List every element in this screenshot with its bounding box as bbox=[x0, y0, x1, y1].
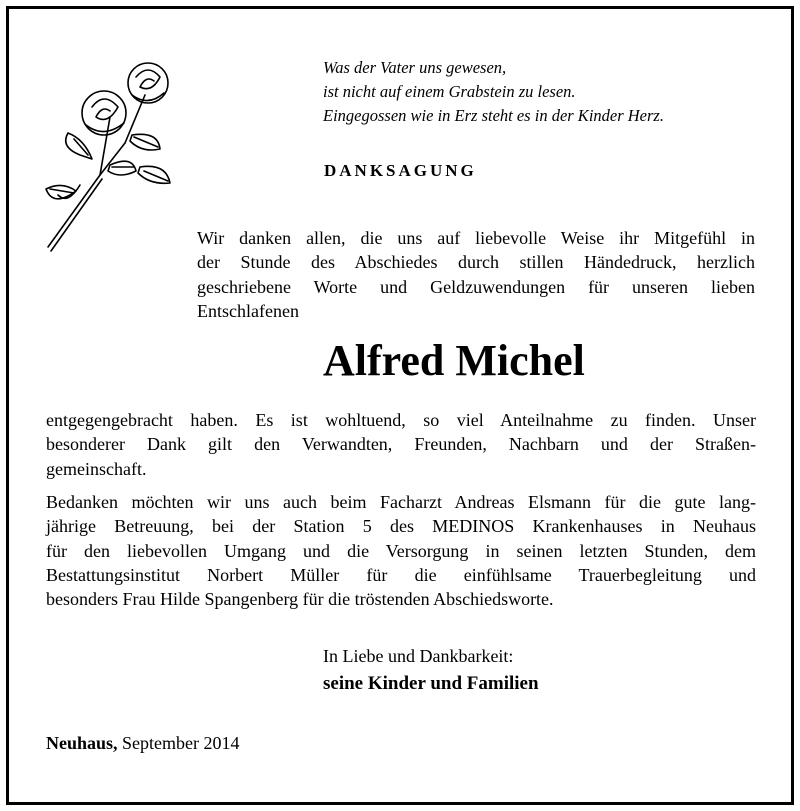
date: September 2014 bbox=[122, 733, 240, 753]
paragraph-line: für den liebevollen Umgang und die Versorgung in seinen letzten Stunden, dem bbox=[46, 540, 756, 561]
paragraph-line: gemeinschaft. bbox=[46, 458, 147, 479]
intro-paragraph bbox=[197, 226, 755, 323]
paragraph-line: Bestattungsinstitut Norbert Müller für die einfühlsame Trauerbegleitung und bbox=[46, 564, 756, 585]
intro-line: der Stunde des Abschiedes durch stillen Händedruck, herzlich bbox=[197, 252, 755, 273]
intro-line: Wir danken allen, die uns auf liebevolle Weise ihr Mitgefühl in bbox=[197, 228, 755, 248]
poem bbox=[323, 56, 763, 128]
thanks-paragraph-1 bbox=[46, 408, 756, 481]
paragraph-line: Bedanken möchten wir uns auch beim Facharzt Andreas Elsmann für die gute lang- bbox=[46, 492, 756, 512]
intro-line: Entschlafenen bbox=[197, 300, 299, 321]
thanks-paragraph-2 bbox=[46, 490, 756, 611]
heading-danksagung: DANKSAGUNG bbox=[324, 161, 477, 180]
paragraph-line: besonders Frau Hilde Spangenberg für die tröstenden Abschiedsworte. bbox=[46, 589, 554, 610]
poem-line: ist nicht auf einem Grabstein zu lesen. bbox=[323, 82, 576, 101]
place-date bbox=[46, 733, 240, 754]
poem-line: Was der Vater uns gewesen, bbox=[323, 58, 507, 77]
place: Neuhaus, bbox=[46, 733, 118, 753]
signature-closing: In Liebe und Dankbarkeit: bbox=[323, 646, 514, 666]
paragraph-line: entgegengebracht haben. Es ist wohltuend, so viel Anteilnahme zu finden. Unser bbox=[46, 410, 756, 430]
paragraph-line: jährige Betreuung, bei der Station 5 des MEDINOS Krankenhauses in Neuhaus bbox=[46, 516, 756, 537]
intro-line: geschriebene Worte und Geldzuwendungen für unseren lieben bbox=[197, 276, 755, 297]
signature-signers: seine Kinder und Familien bbox=[323, 673, 539, 694]
poem-line: Eingegossen wie in Erz steht es in der Kinder Herz. bbox=[323, 106, 664, 125]
deceased-name: Alfred Michel bbox=[323, 336, 585, 385]
paragraph-line: besonderer Dank gilt den Verwandten, Freunden, Nachbarn und der Straßen- bbox=[46, 434, 756, 455]
rose-illustration bbox=[40, 55, 190, 255]
